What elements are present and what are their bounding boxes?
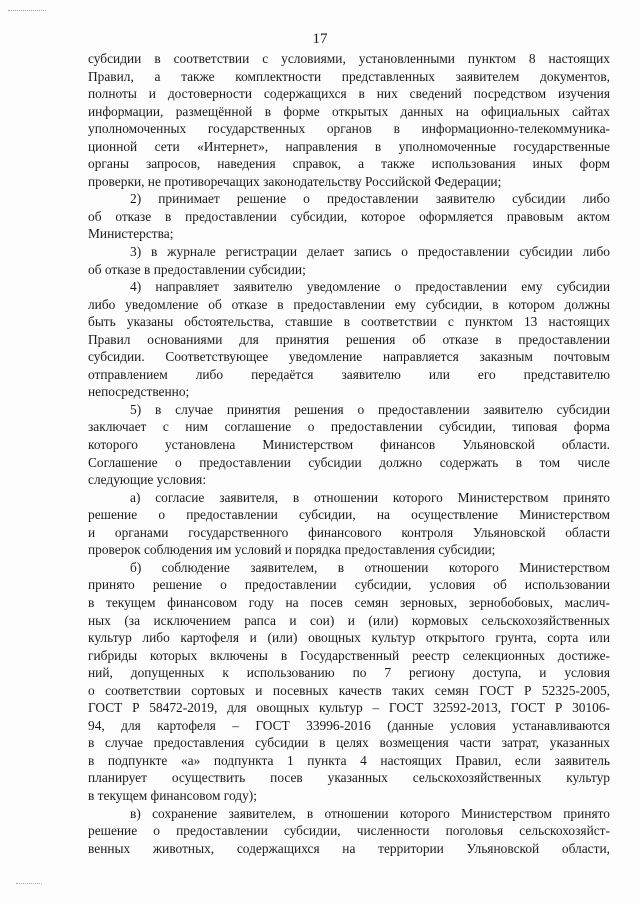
- text-line: в случае предоставления субсидии в целях возмещения части затрат, указанных: [88, 735, 610, 751]
- text-line: субсидии. Соответствующее уведомление направляется заказным почтовым: [88, 349, 610, 365]
- text-line: отправлением либо передаётся заявителю или его представителю: [88, 366, 610, 382]
- text-line: проверок соблюдения им условий и порядка предоставления субсидии;: [88, 542, 496, 558]
- text-line: 94, для картофеля – ГОСТ 33996-2016 (данные условия устанавливаются: [88, 717, 610, 733]
- text-line: и органами государственного финансового контроля Ульяновской области: [88, 524, 610, 540]
- text-line: субсидии в соответствии с условиями, установленными пунктом 8 настоящих: [88, 51, 610, 66]
- paragraph: [88, 278, 610, 401]
- text-line: 5) в случае принятия решения о предоставлении заявителю субсидии: [130, 401, 610, 417]
- text-line: полноты и достоверности содержащихся в них сведений посредством изучения: [88, 86, 610, 102]
- text-line: Правил, а также комплектности представленных заявителем документов,: [88, 68, 610, 84]
- text-line: венных животных, содержащихся на территории Ульяновской области,: [88, 840, 610, 856]
- text-line: в) сохранение заявителем, в отношении которого Министерством принято: [130, 805, 610, 821]
- text-line: об отказе в предоставлении субсидии, которое оформляется правовым актом: [88, 208, 610, 224]
- text-line: в подпункте «а» подпункта 1 пункта 4 настоящих Правил, если заявитель: [88, 752, 610, 768]
- text-line: быть указаны обстоятельства, ставшие в соответствии с пунктом 13 настоящих: [88, 314, 610, 330]
- text-line: принято решение о предоставлении субсидии, условия об использовании: [88, 577, 610, 593]
- paragraph: [88, 243, 610, 278]
- text-line: ционной сети «Интернет», направления в уполномоченные государственные: [88, 138, 610, 154]
- text-line: планирует осуществить посев указанных сельскохозяйственных культур: [88, 770, 610, 786]
- text-line: ГОСТ Р 58472-2019, для овощных культур – ГОСТ 32592-2013, ГОСТ Р 30106-: [88, 700, 610, 716]
- text-line: Министерства;: [88, 226, 174, 242]
- text-line: культур либо картофеля и (или) овощных культур открытого грунта, сорта или: [88, 630, 610, 646]
- text-line: ных (за исключением рапса и сои) и (или) кормовых сельскохозяйственных: [88, 612, 610, 628]
- text-line: об отказе в предоставлении субсидии;: [88, 261, 306, 277]
- text-line: проверки, не противоречащих законодательству Российской Федерации;: [88, 173, 502, 189]
- text-line: б) соблюдение заявителем, в отношении которого Министерством: [130, 559, 610, 575]
- text-line: заключает с ним соглашение о предоставлении субсидии, типовая форма: [88, 419, 610, 435]
- text-line: 2) принимает решение о предоставлении заявителю субсидии либо: [130, 191, 610, 207]
- text-line: либо уведомление об отказе в предоставлении ему субсидии, в котором должны: [88, 296, 610, 312]
- text-line: в текущем финансовом году);: [88, 787, 257, 803]
- scan-artifact-bottom: [16, 883, 42, 885]
- text-line: 3) в журнале регистрации делает запись о предоставлении субсидии либо: [130, 244, 610, 260]
- paragraph: [88, 401, 610, 489]
- document-body: [88, 50, 610, 857]
- paragraph: [88, 50, 610, 190]
- text-line: непосредственно;: [88, 384, 190, 400]
- text-line: которого установлена Министерством финансов Ульяновской области.: [88, 437, 610, 453]
- text-line: Соглашение о предоставлении субсидии должно содержать в том числе: [88, 454, 610, 470]
- page-number: 17: [312, 31, 328, 47]
- text-line: Правил основаниями для принятия решения об отказе в предоставлении: [88, 331, 610, 347]
- text-line: следующие условия:: [88, 472, 207, 488]
- paragraph: [88, 805, 610, 858]
- text-line: 4) направляет заявителю уведомление о предоставлении ему субсидии: [130, 279, 610, 295]
- text-line: а) согласие заявителя, в отношении которого Министерством принято: [130, 489, 610, 505]
- text-line: уполномоченных государственных органов в информационно-телекоммуника-: [88, 121, 610, 137]
- text-line: гибриды которых включены в Государственный реестр селекционных достиже-: [88, 647, 610, 663]
- paragraph: [88, 559, 610, 805]
- paragraph: [88, 190, 610, 243]
- text-line: ний, допущенных к использованию по 7 региону доступа, и условия: [88, 665, 610, 681]
- scan-artifact-top: [8, 10, 46, 12]
- text-line: в текущем финансовом году на посев семян зерновых, зернобобовых, маслич-: [88, 594, 610, 610]
- text-line: о соответствии сортовых и посевных качеств таких семян ГОСТ Р 52325-2005,: [88, 682, 610, 698]
- text-line: решение о предоставлении субсидии, на осуществление Министерством: [88, 507, 610, 523]
- paragraph: [88, 489, 610, 559]
- text-line: органы запросов, наведения справок, а также использования иных форм: [88, 156, 610, 172]
- text-line: решение о предоставлении субсидии, численности поголовья сельскохозяйст-: [88, 823, 610, 839]
- text-line: информации, размещённой в форме открытых данных на официальных сайтах: [88, 103, 610, 119]
